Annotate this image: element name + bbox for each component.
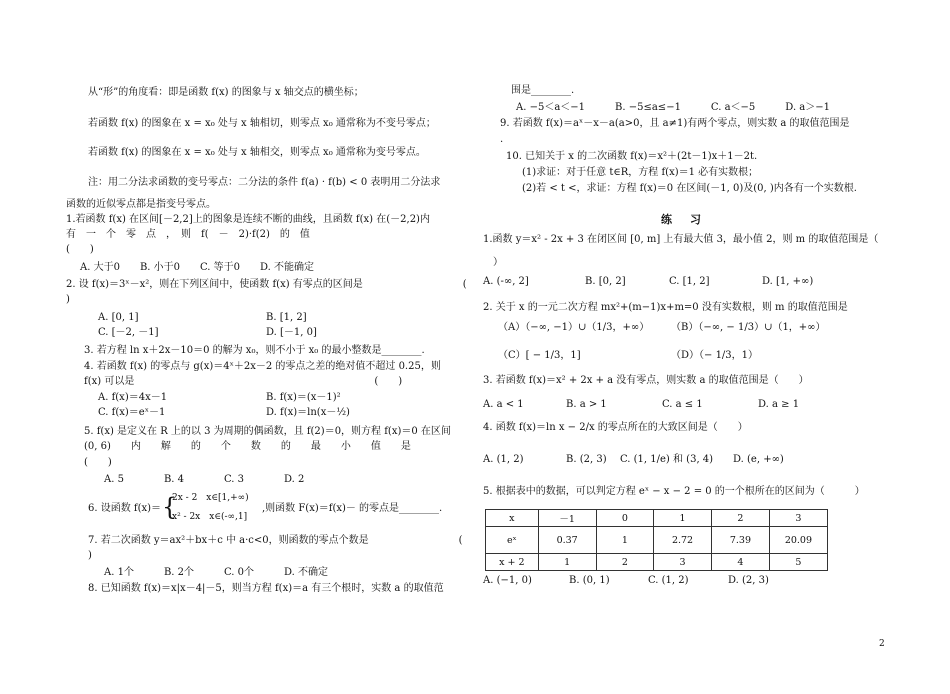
q3-stem: 3. 若方程 ln x＋2x－10＝0 的解为 x₀，则不小于 x₀ 的最小整数是________. (84, 345, 425, 356)
bisection-note-line: 注：用二分法求函数的变号零点：二分法的条件 f(a) · f(b) < 0 表明用二分法求 (88, 177, 441, 188)
q10-stem: 10. 已知关于 x 的二次函数 f(x)＝x²＋(2t－1)x＋1－2t. (506, 151, 758, 162)
q4-option-b: B. f(x)＝(x－1)² (266, 392, 341, 403)
e3-option-a: A. a < 1 (483, 399, 524, 410)
table-cell: x + 2 (486, 554, 539, 571)
q2-option-c: C. [－2, －1] (98, 327, 159, 338)
q1-stem-2: 有 一 个 零 点 ， 则 f( － 2)·f(2) 的 值 (66, 229, 310, 240)
table-cell: －1 (538, 510, 596, 527)
q2-option-b: B. [1, 2] (266, 312, 307, 323)
table-cell: 4 (711, 554, 769, 571)
q4-stem-2: f(x) 可以是 ( ) (84, 376, 403, 387)
shape-view-line: 从“形”的角度看：即是函数 f(x) 的图象与 x 轴交点的横坐标； (88, 87, 364, 98)
table-cell: 0.37 (538, 527, 596, 554)
e2-option-c: （C）[ − 1/3，1] (498, 350, 581, 361)
e4-stem: 4. 函数 f(x)＝ln x − 2/x 的零点所在的大致区间是（ ） (483, 422, 748, 433)
q4-option-d: D. f(x)＝ln(x－½) (266, 407, 350, 418)
e4-option-d: D. (e, +∞) (733, 454, 784, 465)
q10-part-2: (2)若 < t <，求证：方程 f(x)＝0 在区间(－1, 0)及(0, )内各有一个实数根. (522, 183, 857, 194)
q8-stem: 8. 已知函数 f(x)＝x|x－4|－5，则当方程 f(x)＝a 有三个根时，实数 a 的取值范 (88, 583, 444, 594)
e1-option-c: C. [1, 2] (669, 276, 710, 287)
e5-option-c: C. (1, 2) (648, 575, 689, 586)
table-row (486, 554, 828, 571)
e5-option-a: A. (−1, 0) (483, 575, 532, 586)
q7-stem: 7. 若二次函数 y＝ax²＋bx＋c 中 a·c<0，则函数的零点个数是 ( (88, 535, 463, 546)
q6-case-2: x² - 2x x∈(-∞,1] (172, 512, 248, 522)
e1-option-a: A. (-∞, 2] (483, 276, 529, 287)
data-table (485, 509, 828, 571)
e3-option-b: B. a > 1 (566, 399, 607, 410)
q2-bracket: ) (66, 294, 70, 305)
table-cell: x (486, 510, 539, 527)
table-cell: 1 (654, 510, 712, 527)
q9-stem: 9. 若函数 f(x)＝aˣ－x－a(a>0，且 a≠1)有两个零点，则实数 a 的取值范围是 (500, 118, 850, 129)
e5-option-b: B. (0, 1) (569, 575, 610, 586)
table-cell: 2 (711, 510, 769, 527)
table-cell: 1 (538, 554, 596, 571)
crossing-zero-line: 若函数 f(x) 的图象在 x = x₀ 处与 x 轴相交，则零点 x₀ 通常称为变号零点。 (88, 147, 426, 158)
table-cell: 7.39 (711, 527, 769, 554)
page-number: 2 (879, 639, 885, 649)
e3-option-d: D. a ≥ 1 (758, 399, 800, 410)
table-cell: 1 (596, 527, 653, 554)
q1-bracket: ( ) (66, 244, 94, 255)
table-cell: eˣ (486, 527, 539, 554)
q5-stem: 5. f(x) 是定义在 R 上的以 3 为周期的偶函数，且 f(2)＝0，则方程 f(x)＝0 在区间 (84, 426, 451, 437)
q6-post: ,则函数 F(x)＝f(x)－ 的零点是________. (262, 503, 443, 514)
e2-option-a: （A）（−∞, −1）∪（1/3，+∞） (498, 322, 650, 333)
q4-stem: 4. 若函数 f(x) 的零点与 g(x)＝4ˣ＋2x－2 的零点之差的绝对值不超过 0.25，则 (84, 361, 441, 372)
q5-stem-2: (0, 6) 内 解 的 个 数 的 最 小 值 是 (84, 441, 411, 452)
exercise-heading: 练习 (661, 213, 719, 226)
e1-option-d: D. [1, +∞) (762, 276, 814, 287)
q6-case-1: 2x - 2 x∈[1,+∞) (172, 493, 249, 503)
e4-option-a: A. (1, 2) (483, 454, 524, 465)
tangent-zero-line: 若函数 f(x) 的图象在 x = x₀ 处与 x 轴相切，则零点 x₀ 通常称为不变号零点； (88, 118, 436, 129)
q8-options: A. −5＜a＜−1 B. −5≤a≤−1 C. a＜−5 D. a＞−1 (516, 102, 831, 113)
table-row (486, 527, 828, 554)
table-cell: 3 (654, 554, 712, 571)
e3-stem: 3. 若函数 f(x)＝x² + 2x + a 没有零点，则实数 a 的取值范围是（ ） (483, 375, 809, 386)
q2-stem: 2. 设 f(x)＝3ˣ－x²，则在下列区间中，使函数 f(x) 有零点的区间是 ( (66, 279, 467, 290)
e4-option-c: C. (1, 1/e) 和 (3, 4) (620, 454, 714, 465)
e1-stem: 1.函数 y＝x² - 2x + 3 在闭区间 [0, m] 上有最大值 3，最小值 2，则 m 的取值范围是（ (483, 234, 879, 245)
q5-options: A. 5 B. 4 C. 3 D. 2 (104, 474, 305, 485)
piecewise-brace: { (162, 493, 178, 521)
table-cell: 0 (596, 510, 653, 527)
e3-option-c: C. a ≤ 1 (662, 399, 703, 410)
q5-bracket: ( ) (84, 457, 112, 468)
e2-option-b: （B）（−∞, − 1/3）∪（1，+∞） (671, 322, 826, 333)
q2-option-d: D. [－1, 0] (266, 327, 317, 338)
e5-option-d: D. (2, 3) (728, 575, 769, 586)
q10-part-1: (1)求证：对于任意 t∈R，方程 f(x)＝1 必有实数根； (522, 167, 759, 178)
q7-bracket: ) (88, 550, 92, 561)
table-cell: 2.72 (654, 527, 712, 554)
table-cell: 2 (596, 554, 653, 571)
table-cell: 5 (769, 554, 827, 571)
q1-options: A. 大于0 B. 小于0 C. 等于0 D. 不能确定 (80, 262, 315, 273)
table-row (486, 510, 828, 527)
q8-continuation: 围是________. (511, 85, 575, 96)
e1-bracket: ） (493, 257, 503, 268)
bisection-note-line-2: 函数的近似零点都是指变号零点。 (66, 199, 216, 210)
q1-stem: 1.若函数 f(x) 在区间[－2,2]上的图象是连续不断的曲线，且函数 f(x) 在(－2,2)内 (66, 214, 430, 225)
q2-option-a: A. [0, 1] (98, 312, 139, 323)
e1-option-b: B. [0, 2] (585, 276, 626, 287)
e2-stem: 2. 关于 x 的一元二次方程 mx²+(m−1)x+m=0 没有实数根，则 m 的取值范围是 (483, 302, 848, 313)
q9-tail: . (500, 134, 504, 145)
e5-stem: 5. 根据表中的数据，可以判定方程 eˣ − x − 2 = 0 的一个根所在的区间为（ ） (483, 486, 865, 497)
table-cell: 3 (769, 510, 827, 527)
table-cell: 20.09 (769, 527, 827, 554)
q6-stem: 6. 设函数 f(x)＝ (88, 503, 162, 514)
q4-option-a: A. f(x)＝4x－1 (98, 392, 168, 403)
q4-option-c: C. f(x)＝eˣ－1 (98, 407, 166, 418)
e2-option-d: （D）（− 1/3，1） (671, 350, 759, 361)
q7-options: A. 1个 B. 2个 C. 0个 D. 不确定 (104, 567, 329, 578)
e4-option-b: B. (2, 3) (566, 454, 607, 465)
